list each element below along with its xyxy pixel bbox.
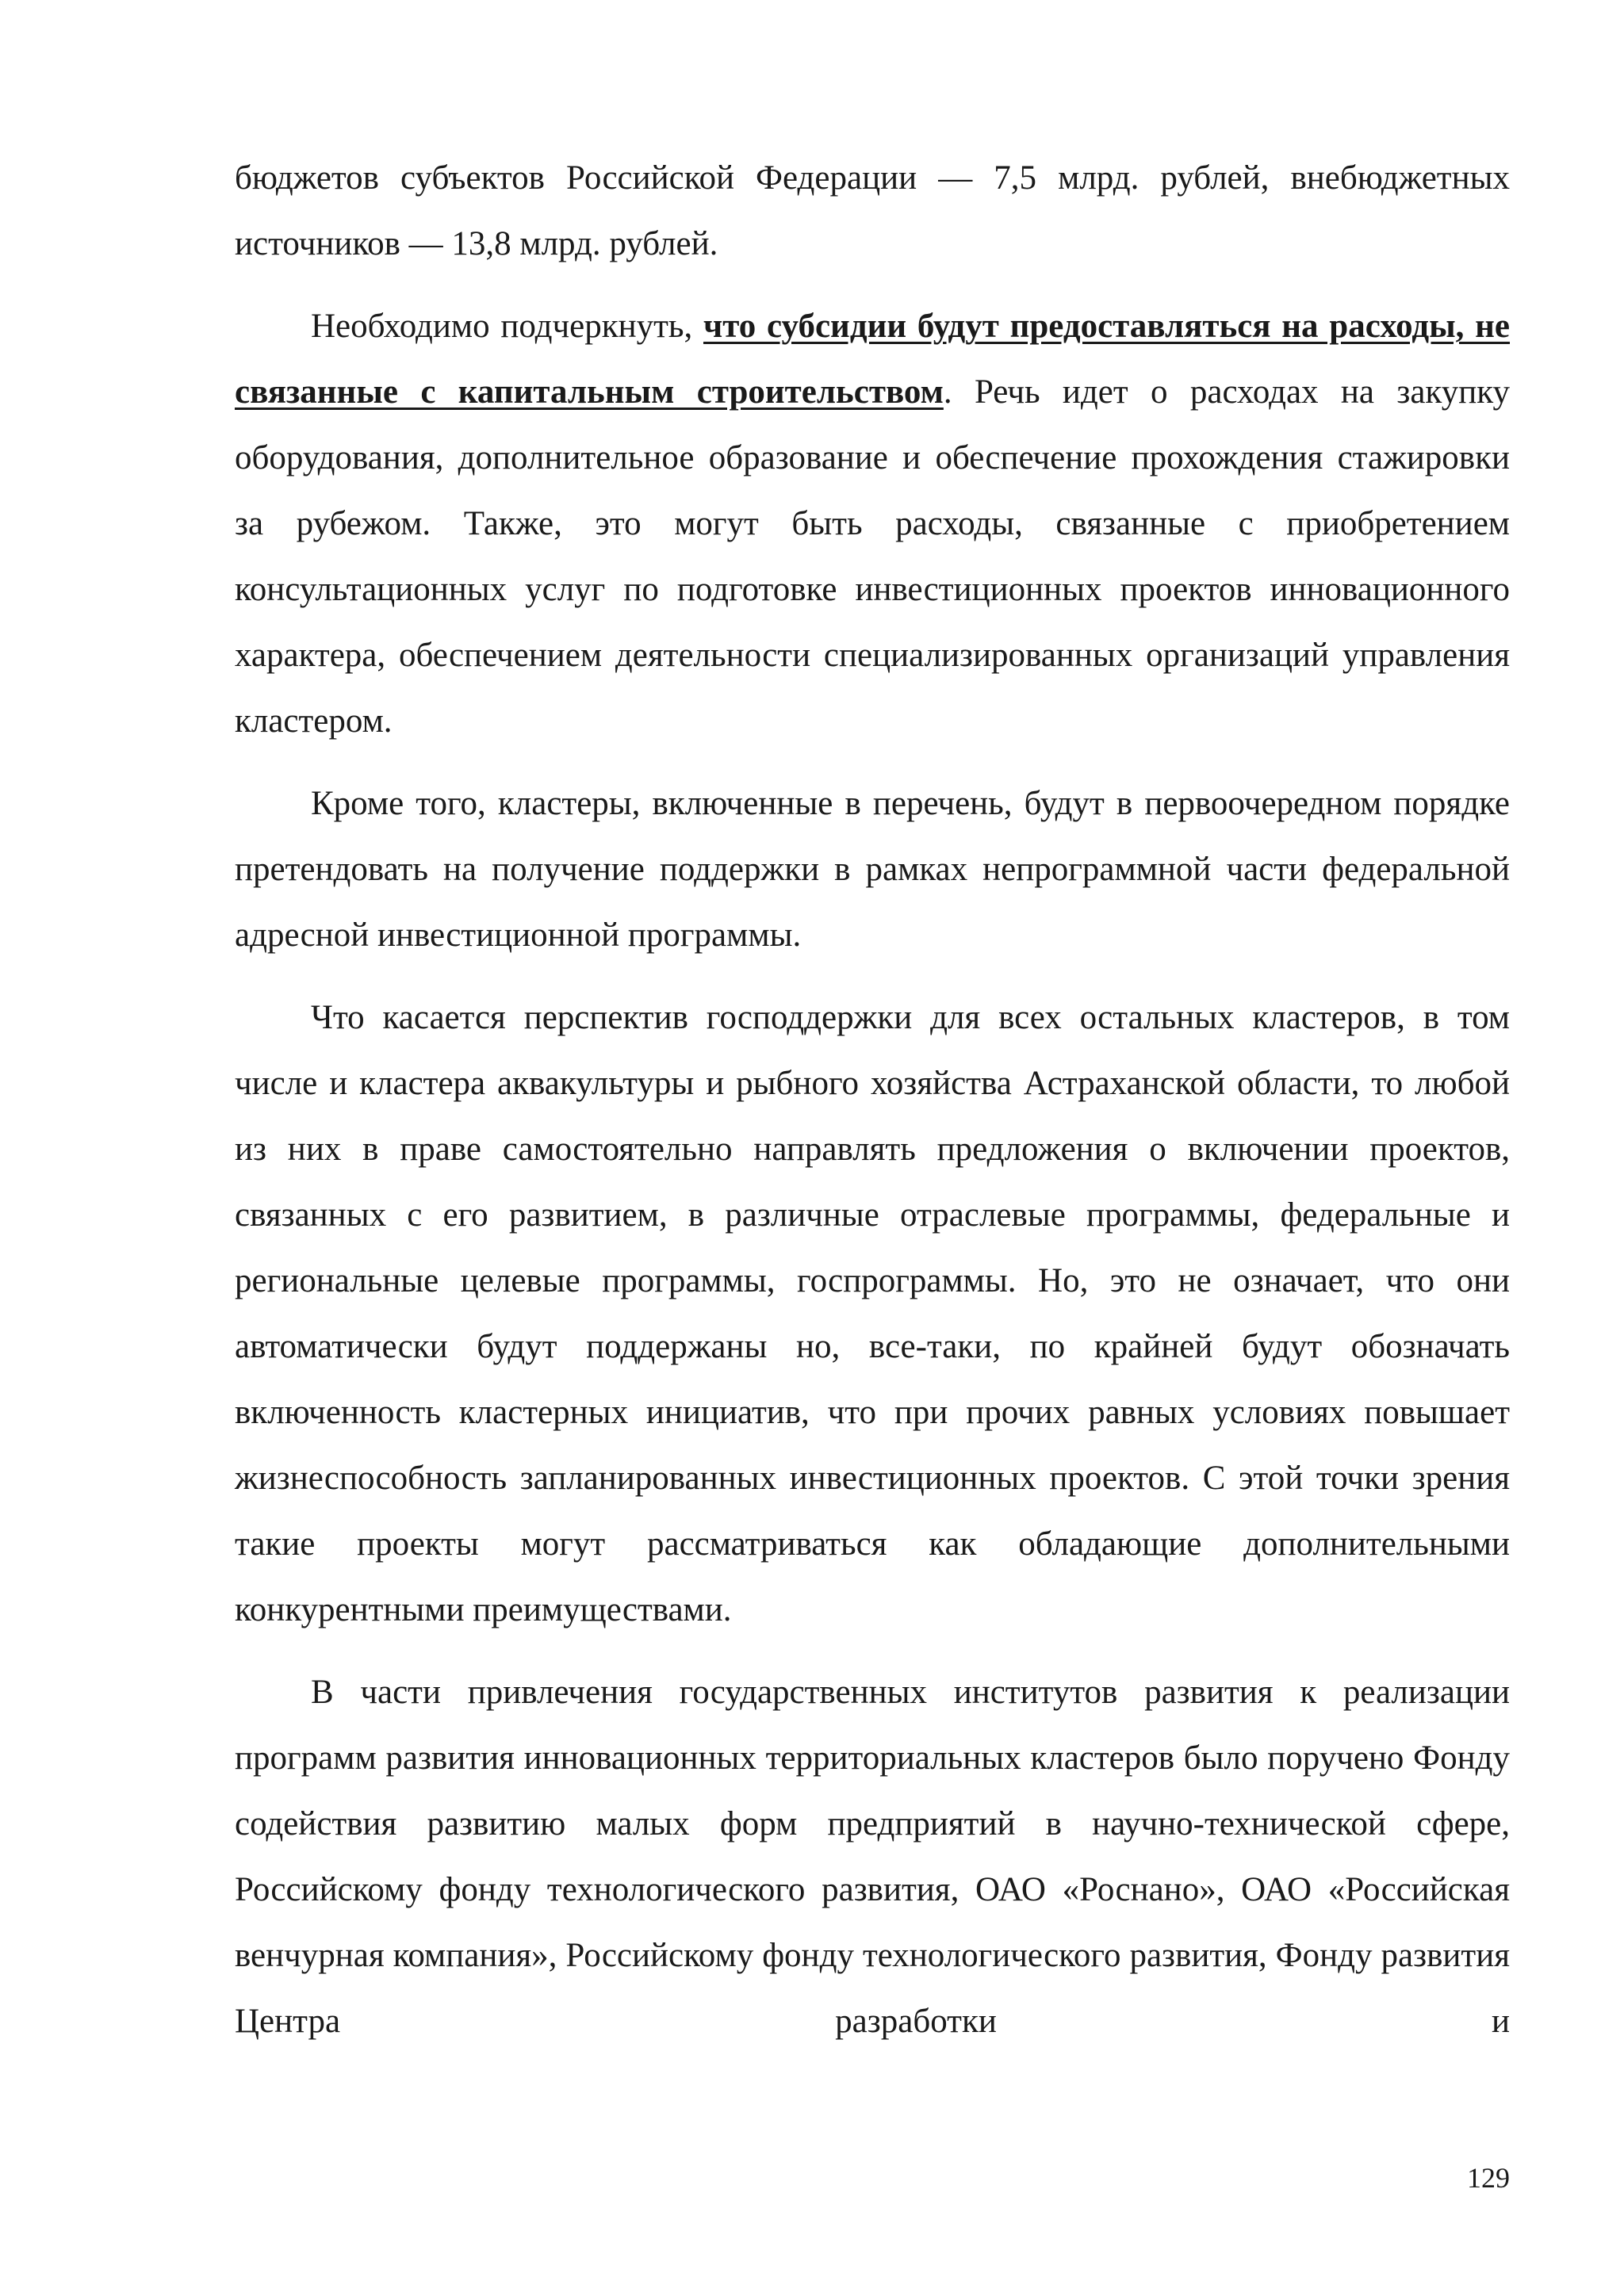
paragraph-3: Кроме того, кластеры, включенные в перечень, будут в первоочередном порядке претендовать на получение поддержки в рамках непрограммной части федеральной адресной инвестиционной программы. [235, 785, 1510, 954]
paragraph-1: бюджетов субъектов Российской Федерации — 7,5 млрд. рублей, внебюджетных источников — 13,8 млрд. рублей. [235, 159, 1510, 262]
paragraph-4: Что касается перспектив господдержки для всех остальных кластеров, в том числе и кластера аквакультуры и рыбного хозяйства Астраханской области, то любой из них в праве самостоятельно направлять предложения о включении проектов, связанных с его развитием, в различные отраслевые программы, федеральные и региональные целевые программы, госпрограммы. Но, это не означает, что они автоматически будут поддержаны но, все-таки, по крайней будут обозначать включенность кластерных инициатив, что при прочих равных условиях повышает жизнеспособность запланированных инвестиционных проектов. С этой точки зрения такие проекты могут рассматриваться как обладающие дополнительными конкурентными преимуществами. [235, 999, 1510, 1628]
paragraph-2-lead: Необходимо подчеркнуть, [311, 308, 703, 345]
paragraph-2-rest: . Речь идет о расходах на закупку оборудования, дополнительное образование и обеспечение прохождения стажировки за рубежом. Также, это могут быть расходы, связанные с приобретением консультационных услуг по подготовке инвестиционных проектов инновационного характера, обеспечением деятельности специализированных организаций управления кластером. [235, 373, 1510, 740]
paragraph-2 [235, 293, 1510, 754]
paragraph-5: В части привлечения государственных институтов развития к реализации программ развития инновационных территориальных кластеров было поручено Фонду содействия развитию малых форм предприятий в научно-технической сфере, Российскому фонду технологического развития, ОАО «Роснано», ОАО «Российская венчурная компания», Российскому фонду технологического развития, Фонду развития Центра разработки и [235, 1674, 1510, 2040]
page-number: 129 [1467, 2162, 1510, 2194]
body-text [235, 145, 1510, 2054]
emphasized-statement: что субсидии будут предоставляться на расходы, не связанные с капитальным строительством [235, 308, 1510, 411]
